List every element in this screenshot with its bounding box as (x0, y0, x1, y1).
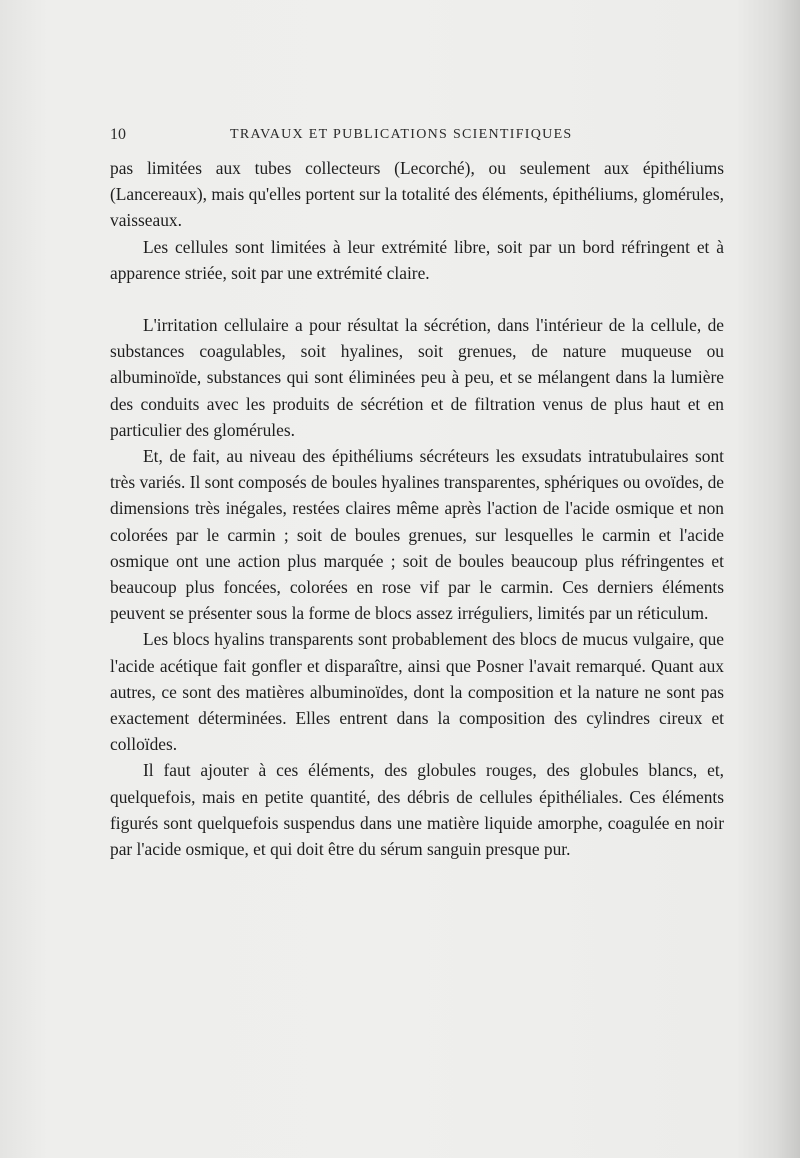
paragraph-cell-borders: Les cellules sont limitées à leur extrémité libre, soit par un bord réfringent et à apparence striée, soit par une extrémité claire. (110, 236, 724, 283)
paragraph-globules: Il faut ajouter à ces éléments, des globules rouges, des globules blancs, et, quelquefois, mais en petite quantité, des débris de cellules épithéliales. Ces éléments figurés sont quelquefois suspendus dans une matière liquide amorphe, coagulée en noir par l'acide osmique, et qui doit être du sérum sanguin presque pur. (110, 760, 724, 860)
running-title: TRAVAUX ET PUBLICATIONS SCIENTIFIQUES (230, 127, 573, 142)
paragraph-continuation: pas limitées aux tubes collecteurs (Lecorché), ou seulement aux épithéliums (Lancereaux), mais qu'elles portent sur la totalité des éléments, épithéliums, glomérules, vaisseaux. (110, 158, 724, 231)
page-header (110, 126, 724, 148)
paragraph-exudates: Et, de fait, au niveau des épithéliums sécréteurs les exsudats intratubulaires sont très variés. Il sont composés de boules hyalines transparentes, sphériques ou ovoïdes, de dimensions très inégales, restées claires même après l'action de l'acide osmique et non colorées par le carmin ; soit de boules grenues, sur lesquelles le carmin et l'acide osmique ont une action plus marquée ; soit de boules beaucoup plus réfringentes et beaucoup plus foncées, colorées en rose vif par le carmin. Ces derniers éléments peuvent se présenter sous la forme de blocs assez irréguliers, limités par un réticulum. (110, 446, 724, 624)
page-number: 10 (110, 126, 126, 143)
body-text (110, 155, 724, 862)
paragraph-hyaline-blocks: Les blocs hyalins transparents sont probablement des blocs de mucus vulgaire, que l'acide acétique fait gonfler et disparaître, ainsi que Posner l'avait remarqué. Quant aux autres, ce sont des matières albuminoïdes, dont la composition et la nature ne sont pas exactement déterminées. Elles entrent dans la composition des cylindres cireux et colloïdes. (110, 629, 724, 755)
paragraph-cell-irritation: L'irritation cellulaire a pour résultat la sécrétion, dans l'intérieur de la cellule, de substances coagulables, soit hyalines, soit grenues, de nature muqueuse ou albuminoïde, substances qui sont éliminées peu à peu, et se mélangent dans la lumière des conduits avec les produits de sécrétion et de filtration venus de plus haut et en particulier des glomérules. (110, 315, 724, 440)
